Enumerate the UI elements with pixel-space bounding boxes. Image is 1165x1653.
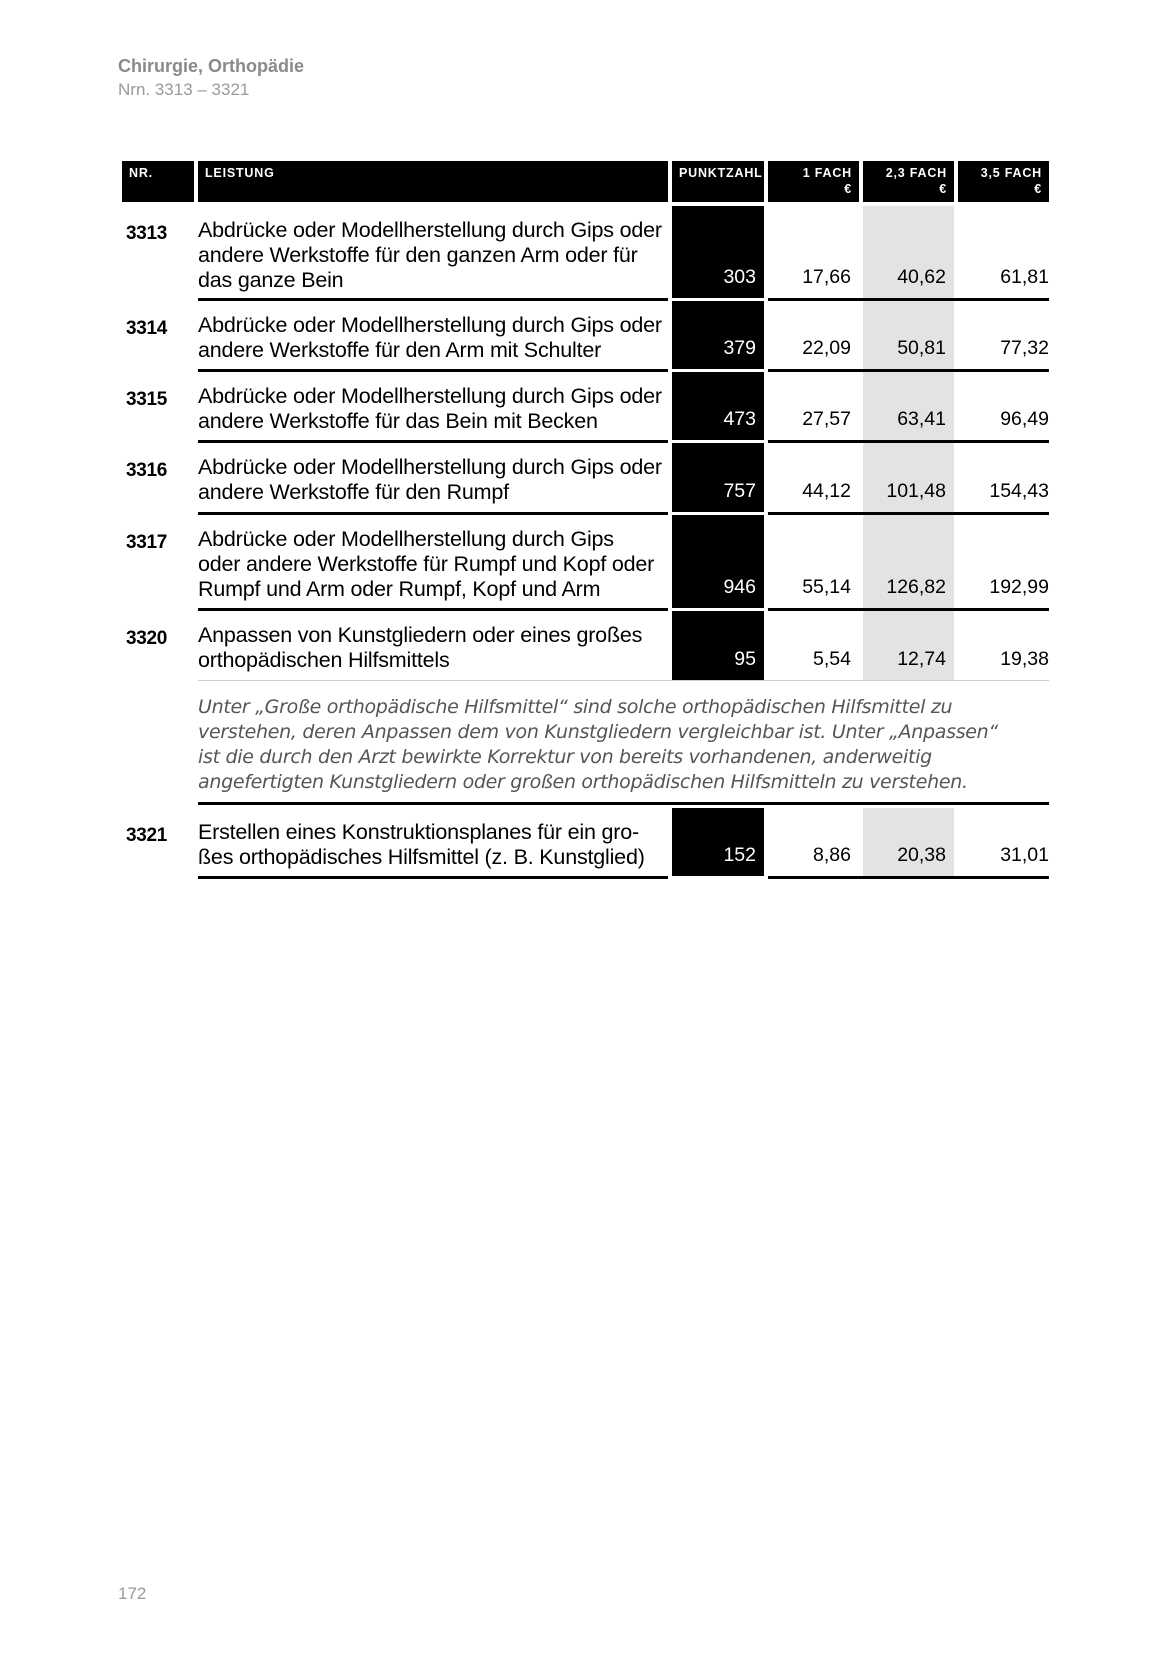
description-line: andere Werkstoffe für das Bein mit Becken [198,409,598,433]
column-header-2-3-fach [863,161,954,202]
fee-2-3-fach-cell [863,372,954,440]
fee-2-3-fach-value: 20,38 [897,844,946,866]
row-divider [768,680,1049,681]
row-description [198,623,668,673]
punktzahl-cell [672,372,764,440]
row-number: 3317 [126,532,168,553]
punktzahl-cell [672,808,764,876]
row-number: 3315 [126,389,168,410]
punktzahl-value: 379 [723,337,756,359]
fee-2-3-fach-value: 40,62 [897,266,946,288]
fee-2-3-fach-cell [863,611,954,680]
row-divider [768,876,1049,879]
table-row [122,515,1049,608]
column-header-2-3-fach-currency: € [939,182,947,196]
column-header-3-5-fach-label: 3,5 FACH [980,166,1042,180]
fee-2-3-fach-cell [863,515,954,608]
fee-1-fach-value: 17,66 [802,266,851,288]
fee-1-fach-value: 44,12 [802,480,851,502]
fee-3-5-fach-value: 154,43 [989,480,1049,502]
fee-1-fach-value: 5,54 [813,648,851,670]
fee-1-fach-value: 27,57 [802,408,851,430]
column-header-1-fach-currency: € [844,182,852,196]
row-divider [198,680,768,681]
description-line: Abdrücke oder Modellherstellung durch Gips oder [198,384,662,408]
fee-3-5-fach-value: 61,81 [1000,266,1049,288]
description-line: ßes orthopädisches Hilfsmittel (z. B. Kunstglied) [198,845,645,869]
punktzahl-value: 152 [723,844,756,866]
fee-1-fach-cell [768,611,859,680]
punktzahl-value: 757 [723,480,756,502]
table-row [122,443,1049,512]
row-description [198,455,668,505]
footnote-line: Unter „Große orthopädische Hilfsmittel“ sind solche orthopädischen Hilfsmittel zu [198,696,953,718]
table-row [122,206,1049,298]
fee-3-5-fach-cell [958,301,1049,369]
fee-3-5-fach-value: 19,38 [1000,648,1049,670]
table-row [122,372,1049,440]
number-range: Nrn. 3313 – 3321 [118,80,250,99]
description-line: Abdrücke oder Modellherstellung durch Gips oder [198,313,662,337]
column-header-nr: NR. [122,161,194,202]
fee-2-3-fach-value: 101,48 [886,480,946,502]
description-line: das ganze Bein [198,268,344,292]
fee-2-3-fach-cell [863,206,954,298]
description-line: Abdrücke oder Modellherstellung durch Gips oder [198,455,662,479]
fee-1-fach-cell [768,515,859,608]
fee-2-3-fach-value: 50,81 [897,337,946,359]
fee-3-5-fach-cell [958,515,1049,608]
table-header [122,161,1049,202]
column-header-1-fach-label: 1 FACH [802,166,852,180]
fee-1-fach-value: 8,86 [813,844,851,866]
fee-2-3-fach-value: 12,74 [897,648,946,670]
fee-3-5-fach-value: 192,99 [989,576,1049,598]
row-number: 3321 [126,825,168,846]
fee-1-fach-value: 22,09 [802,337,851,359]
punktzahl-value: 473 [723,408,756,430]
fee-1-fach-value: 55,14 [802,576,851,598]
punktzahl-value: 95 [734,648,756,670]
punktzahl-value: 303 [723,266,756,288]
description-line: Abdrücke oder Modellherstellung durch Gips [198,527,614,551]
row-description [198,527,668,602]
fee-3-5-fach-cell [958,611,1049,680]
page-header [118,54,304,102]
fee-2-3-fach-value: 126,82 [886,576,946,598]
fee-1-fach-cell [768,372,859,440]
table-row [122,301,1049,369]
punktzahl-cell [672,611,764,680]
fee-3-5-fach-value: 77,32 [1000,337,1049,359]
row-number: 3320 [126,628,168,649]
row-number: 3314 [126,318,168,339]
page-number: 172 [118,1584,147,1603]
row-description [198,218,668,293]
fee-3-5-fach-cell [958,443,1049,512]
column-header-1-fach [768,161,859,202]
fee-2-3-fach-cell [863,301,954,369]
row-description [198,384,668,434]
row-description [198,313,668,363]
fee-3-5-fach-cell [958,372,1049,440]
description-line: andere Werkstoffe für den Arm mit Schulter [198,338,602,362]
column-header-leistung: LEISTUNG [198,161,668,202]
fee-3-5-fach-value: 96,49 [1000,408,1049,430]
description-line: orthopädischen Hilfsmittels [198,648,450,672]
table-row [122,611,1049,680]
punktzahl-cell [672,301,764,369]
description-line: Abdrücke oder Modellherstellung durch Gips oder [198,218,662,242]
punktzahl-cell [672,206,764,298]
fee-1-fach-cell [768,301,859,369]
fee-1-fach-cell [768,808,859,876]
fee-1-fach-cell [768,206,859,298]
column-header-3-5-fach-currency: € [1034,182,1042,196]
punktzahl-cell [672,443,764,512]
description-line: andere Werkstoffe für den ganzen Arm oder für [198,243,638,267]
fee-2-3-fach-value: 63,41 [897,408,946,430]
column-header-punktzahl: PUNKTZAHL [672,161,764,202]
description-line: andere Werkstoffe für den Rumpf [198,480,509,504]
column-header-3-5-fach [958,161,1049,202]
fee-2-3-fach-cell [863,443,954,512]
row-number: 3316 [126,460,168,481]
table-row [122,808,1049,876]
fee-3-5-fach-value: 31,01 [1000,844,1049,866]
row-number: 3313 [126,223,168,244]
footnote-line: angefertigten Kunstgliedern oder großen orthopädischen Hilfsmitteln zu verstehen. [198,771,968,793]
row-divider [198,876,668,879]
description-line: Erstellen eines Konstruktionsplanes für ein gro- [198,820,639,844]
description-line: oder andere Werkstoffe für Rumpf und Kopf oder [198,552,655,576]
description-line: Anpassen von Kunstgliedern oder eines großes [198,623,643,647]
fee-3-5-fach-cell [958,808,1049,876]
footnote [198,695,1038,795]
footnote-line: verstehen, deren Anpassen dem von Kunstgliedern vergleichbar ist. Unter „Anpassen“ [198,721,998,743]
fee-1-fach-cell [768,443,859,512]
fee-3-5-fach-cell [958,206,1049,298]
description-line: Rumpf und Arm oder Rumpf, Kopf und Arm [198,577,601,601]
column-header-2-3-fach-label: 2,3 FACH [885,166,947,180]
punktzahl-value: 946 [723,576,756,598]
fee-2-3-fach-cell [863,808,954,876]
punktzahl-cell [672,515,764,608]
footnote-divider [198,802,1049,805]
footnote-line: ist die durch den Arzt bewirkte Korrektur von bereits vorhandenen, anderweitig [198,746,932,768]
row-description [198,820,668,870]
chapter-title: Chirurgie, Orthopädie [118,56,305,76]
